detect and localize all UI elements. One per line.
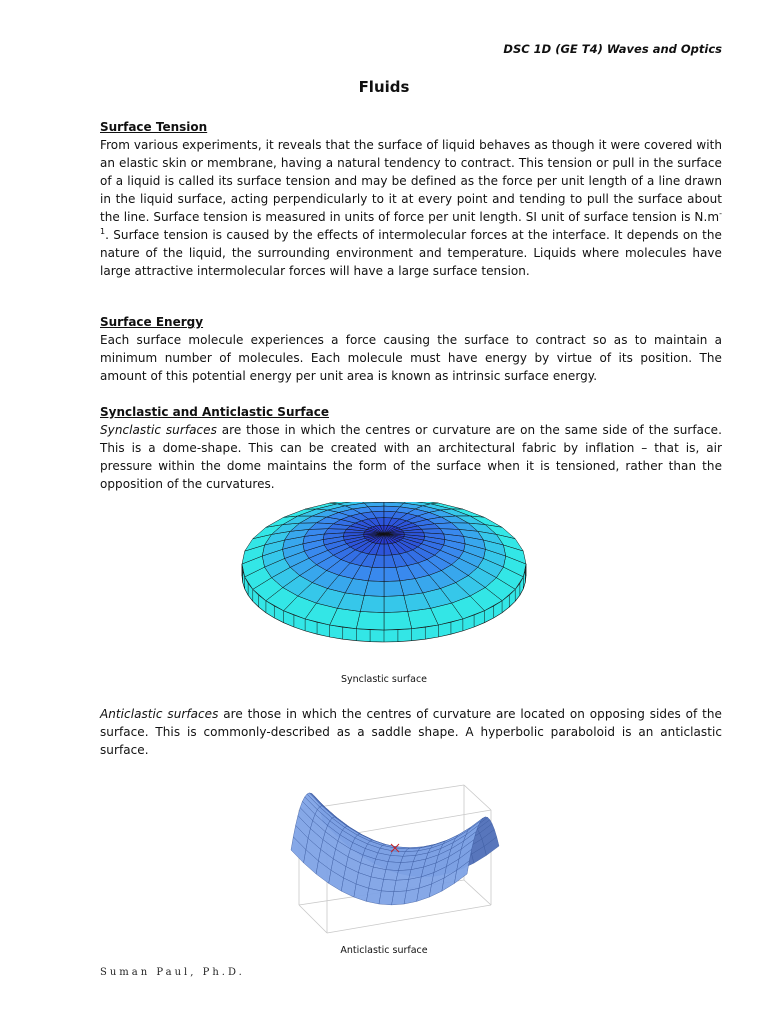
saddle-box-edge bbox=[464, 785, 491, 810]
superscript-unit: -1 bbox=[100, 209, 722, 236]
section-anticlastic bbox=[100, 705, 722, 759]
figure-synclastic bbox=[0, 502, 768, 662]
paragraph-surface-tension-part-a: From various experiments, it reveals that the surface of liquid behaves as though it were covered with an elastic skin or membrane, having a natural tendency to contract. This tension or pull in the surface of a liquid is called its surface tension and may be defined as the force per unit length of a line drawn in the liquid surface, acting perpendicularly to it at every point and tending to pull the surface about the line. Surface tension is measured in units of force per unit length. SI unit of surface tension is N.m bbox=[100, 138, 722, 224]
paragraph-anticlastic bbox=[100, 705, 722, 759]
paragraph-anticlastic-body: are those in which the centres of curvature are located on opposing sides of the surface. This is commonly-described as a saddle shape. A hyperbolic paraboloid is an anticlastic surface. bbox=[100, 707, 722, 757]
saddle-cell bbox=[388, 855, 403, 862]
paragraph-synclastic-body: are those in which the centres or curvature are on the same side of the surface. This is a dome-shape. This can be created with an architectural fabric by inflation – that is, air pressure within the dome maintains the form of the surface when it is tensioned, rather than the opposition of the curvatures. bbox=[100, 423, 722, 491]
section-surface-tension bbox=[100, 118, 722, 280]
anticlastic-saddle-image bbox=[259, 770, 509, 940]
section-synclastic-anticlastic bbox=[100, 403, 722, 493]
figure-anticlastic bbox=[0, 770, 768, 940]
saddle-cell bbox=[366, 888, 381, 904]
dome-cell bbox=[384, 596, 408, 613]
saddle-cell bbox=[384, 870, 399, 881]
dome-cell bbox=[356, 612, 384, 631]
caption-synclastic: Synclastic surface bbox=[340, 674, 428, 685]
running-head: DSC 1D (GE T4) Waves and Optics bbox=[503, 42, 722, 56]
synclastic-dome-image bbox=[239, 502, 529, 662]
paragraph-surface-energy: Each surface molecule experiences a force causing the surface to contract so as to maintain a minimum number of molecules. Each molecule must have energy by virtue of its position. The amount of this potential energy per unit area is known as intrinsic surface energy. bbox=[100, 333, 722, 383]
saddle-cell bbox=[379, 891, 394, 905]
term-anticlastic: Anticlastic surfaces bbox=[100, 707, 219, 721]
heading-surface-energy: Surface Energy bbox=[100, 315, 204, 329]
heading-surface-tension: Surface Tension bbox=[100, 120, 208, 134]
heading-synclastic-anticlastic: Synclastic and Anticlastic Surface bbox=[100, 405, 329, 419]
footer-author: Suman Paul, Ph.D. bbox=[100, 967, 245, 978]
section-surface-energy bbox=[100, 313, 722, 385]
paragraph-synclastic bbox=[100, 421, 722, 493]
paragraph-surface-tension-part-b: . Surface tension is caused by the effects of intermolecular forces at the interface. It depends on the nature of the liquid, the surrounding environment and temperature. Liquids where molecules have large attractive intermolecular forces will have a large surface tension. bbox=[100, 228, 722, 278]
term-synclastic: Synclastic surfaces bbox=[100, 423, 217, 437]
saddle-cell bbox=[381, 879, 396, 891]
dome-cell bbox=[360, 596, 384, 613]
saddle-box-edge bbox=[327, 905, 491, 933]
saddle-box-edge bbox=[464, 880, 491, 905]
dome-cell bbox=[384, 612, 412, 631]
page-title: Fluids bbox=[358, 78, 410, 96]
caption-anticlastic: Anticlastic surface bbox=[340, 945, 428, 956]
saddle-cell bbox=[386, 862, 401, 871]
saddle-box-edge bbox=[299, 905, 327, 933]
paragraph-surface-tension bbox=[100, 136, 722, 280]
